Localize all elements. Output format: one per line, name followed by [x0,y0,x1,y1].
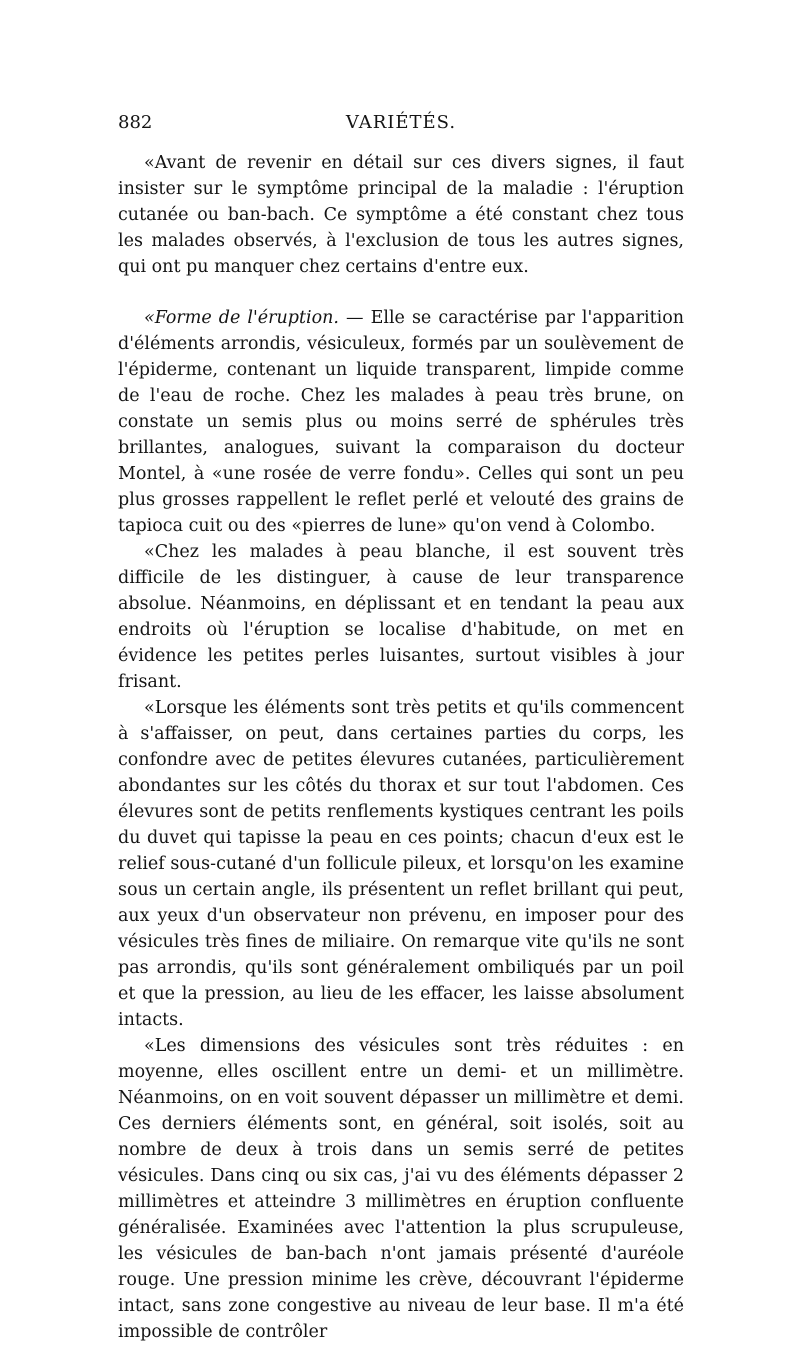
page-header [118,112,684,138]
paragraph-2: «Forme de l'éruption. — Elle se caractérise par l'apparition d'éléments arrondis, vésiculeux, formés par un soulèvement de l'épiderme, contenant un liquide transparent, limpide comme de l'eau de roche. Chez les malades à peau très brune, on constate un semis plus ou moins serré de sphérules très brillantes, analogues, suivant la comparaison du docteur Montel, à «une rosée de verre fondu». Celles qui sont un peu plus grosses rappellent le reflet perlé et velouté des grains de tapioca cuit ou des «pierres de lune» qu'on vend à Colombo. [118,308,685,536]
paragraph-4: «Lorsque les éléments sont très petits et qu'ils commencent à s'affaisser, on peut, dans certaines parties du corps, les confondre avec de petites élevures cutanées, particulièrement abondantes sur les côtés du thorax et sur tout l'abdomen. Ces élevures sont de petits renflements kystiques centrant les poils du duvet qui tapisse la peau en ces points; chacun d'eux est le relief sous-cutané d'un follicule pileux, et lorsqu'on les examine sous un certain angle, ils présentent un reflet brillant qui peut, aux yeux d'un observateur non prévenu, en imposer pour des vésicules très fines de miliaire. On remarque vite qu'ils ne sont pas arrondis, qu'ils sont généralement ombiliqués par un poil et que la pression, au lieu de les effacer, les laisse absolument intacts. [118,698,684,1030]
page-number: 882 [118,112,153,133]
running-title: VARIÉTÉS. [345,112,457,133]
paragraph-1: «Avant de revenir en détail sur ces divers signes, il faut insister sur le symptôme principal de la maladie : l'éruption cutanée ou ban-bach. Ce symptôme a été constant chez tous les malades observés, à l'exclusion de tous les autres signes, qui ont pu manquer chez certains d'entre eux. [118,153,684,277]
body-text [118,150,684,1345]
paragraph-3: «Chez les malades à peau blanche, il est souvent très difficile de les distinguer, à cause de leur transparence absolue. Néanmoins, en déplissant et en tendant la peau aux endroits où l'éruption se localise d'habitude, on met en évidence les petites perles luisantes, surtout visibles à jour frisant. [118,542,684,692]
section-heading: «Forme de l'éruption. [144,308,339,328]
paragraph-5: «Les dimensions des vésicules sont très réduites : en moyenne, elles oscillent entre un demi- et un millimètre. Néanmoins, on en voit souvent dépasser un millimètre et demi. Ces derniers éléments sont, en général, soit isolés, soit au nombre de deux à trois dans un semis serré de petites vésicules. Dans cinq ou six cas, j'ai vu des éléments dépasser 2 millimètres et atteindre 3 millimètres en éruption confluente généralisée. Examinées avec l'attention la plus scrupuleuse, les vésicules de ban-bach n'ont jamais présenté d'auréole rouge. Une pression minime les crève, découvrant l'épiderme intact, sans zone congestive au niveau de leur base. Il m'a été impossible de contrôler [118,1036,684,1342]
